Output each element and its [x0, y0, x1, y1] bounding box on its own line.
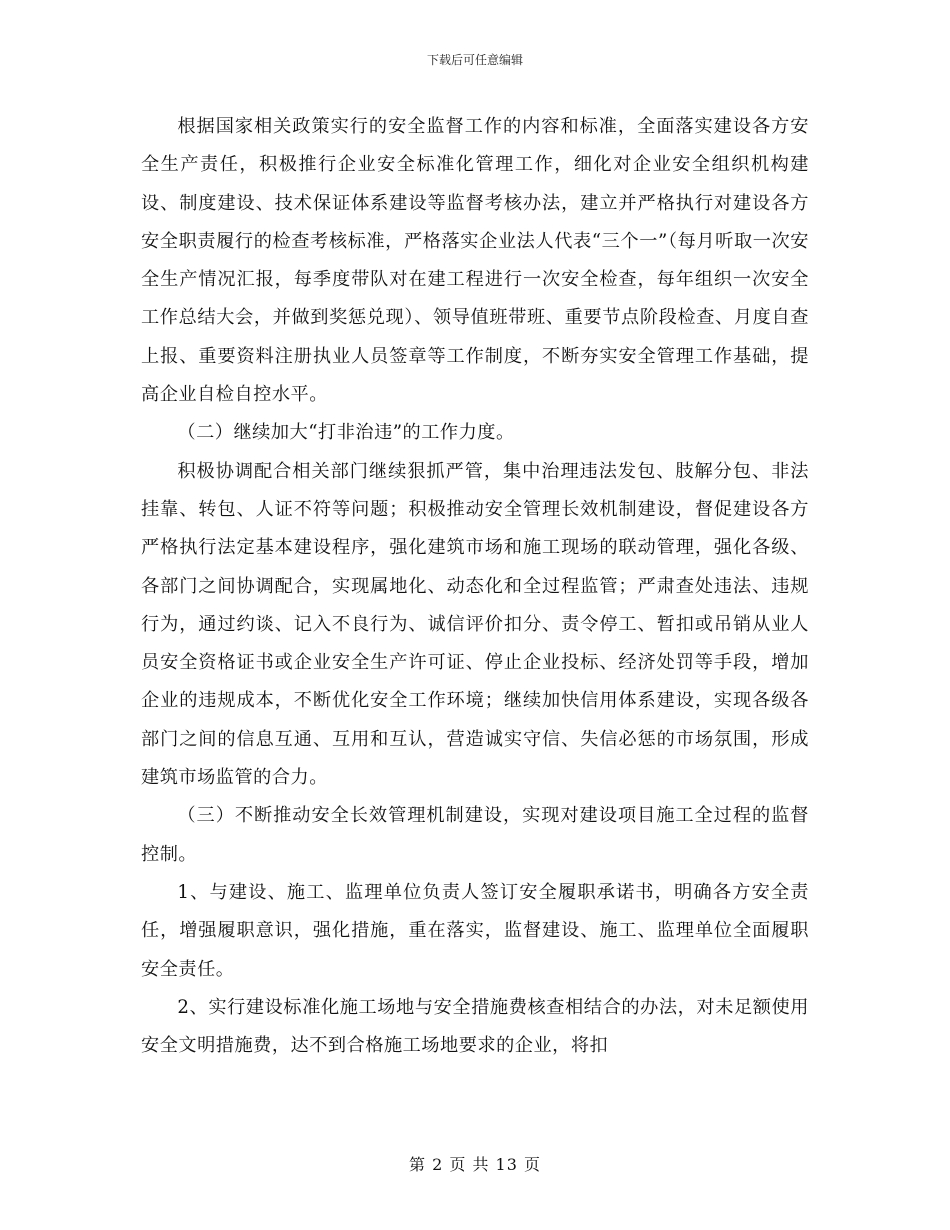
document-body	[141, 108, 809, 1065]
page-header: 下载后可任意编辑	[426, 53, 523, 67]
list-item-1: 1、与建设、施工、监理单位负责人签订安全履职承诺书，明确各方安全责任，增强履职意识，强化措施，重在落实，监督建设、施工、监理单位全面履职安全责任。	[141, 881, 809, 980]
section-heading-3: （三）不断推动安全长效管理机制建设，实现对建设项目施工全过程的监督控制。	[141, 805, 809, 865]
list-item-2: 2、实行建设标准化施工场地与安全措施费核查相结合的办法，对未足额使用安全文明措施费，达不到合格施工场地要求的企业，将扣	[141, 996, 809, 1057]
paragraph-illegal-crackdown: 积极协调配合相关部门继续狠抓严管，集中治理违法发包、肢解分包、非法挂靠、转包、人证不符等问题；积极推动安全管理长效机制建设，督促建设各方严格执行法定基本建设程序，强化建筑市场和施工现场的联动管理，强化各级、各部门之间协调配合，实现属地化、动态化和全过程监管；严肃查处违法、违规行为，通过约谈、记入不良行为、诚信评价扣分、责令停工、暂扣或吊销从业人员安全资格证书或企业安全生产许可证、停止企业投标、经济处罚等手段，增加企业的违规成本，不断优化安全工作环境；继续加快信用体系建设，实现各级各部门之间的信息互通、互用和互认，营造诚实守信、失信必惩的市场氛围，形成建筑市场监管的合力。	[141, 460, 809, 789]
page-number: 第 2 页 共 13 页	[409, 1155, 541, 1174]
section-heading-2: （二）继续加大“打非治违”的工作力度。	[177, 422, 515, 444]
paragraph-safety-supervision: 根据国家相关政策实行的安全监督工作的内容和标准，全面落实建设各方安全生产责任，积极推行企业安全标准化管理工作，细化对企业安全组织机构建设、制度建设、技术保证体系建设等监督考核办法，建立并严格执行对建设各方安全职责履行的检查考核标准，严格落实企业法人代表“三个一”（每月听取一次安全生产情况汇报，每季度带队对在建工程进行一次安全检查，每年组织一次安全工作总结大会，并做到奖惩兑现）、领导值班带班、重要节点阶段检查、月度自查上报、重要资料注册执业人员签章等工作制度，不断夯实安全管理工作基础，提高企业自检自控水平。	[141, 116, 809, 406]
